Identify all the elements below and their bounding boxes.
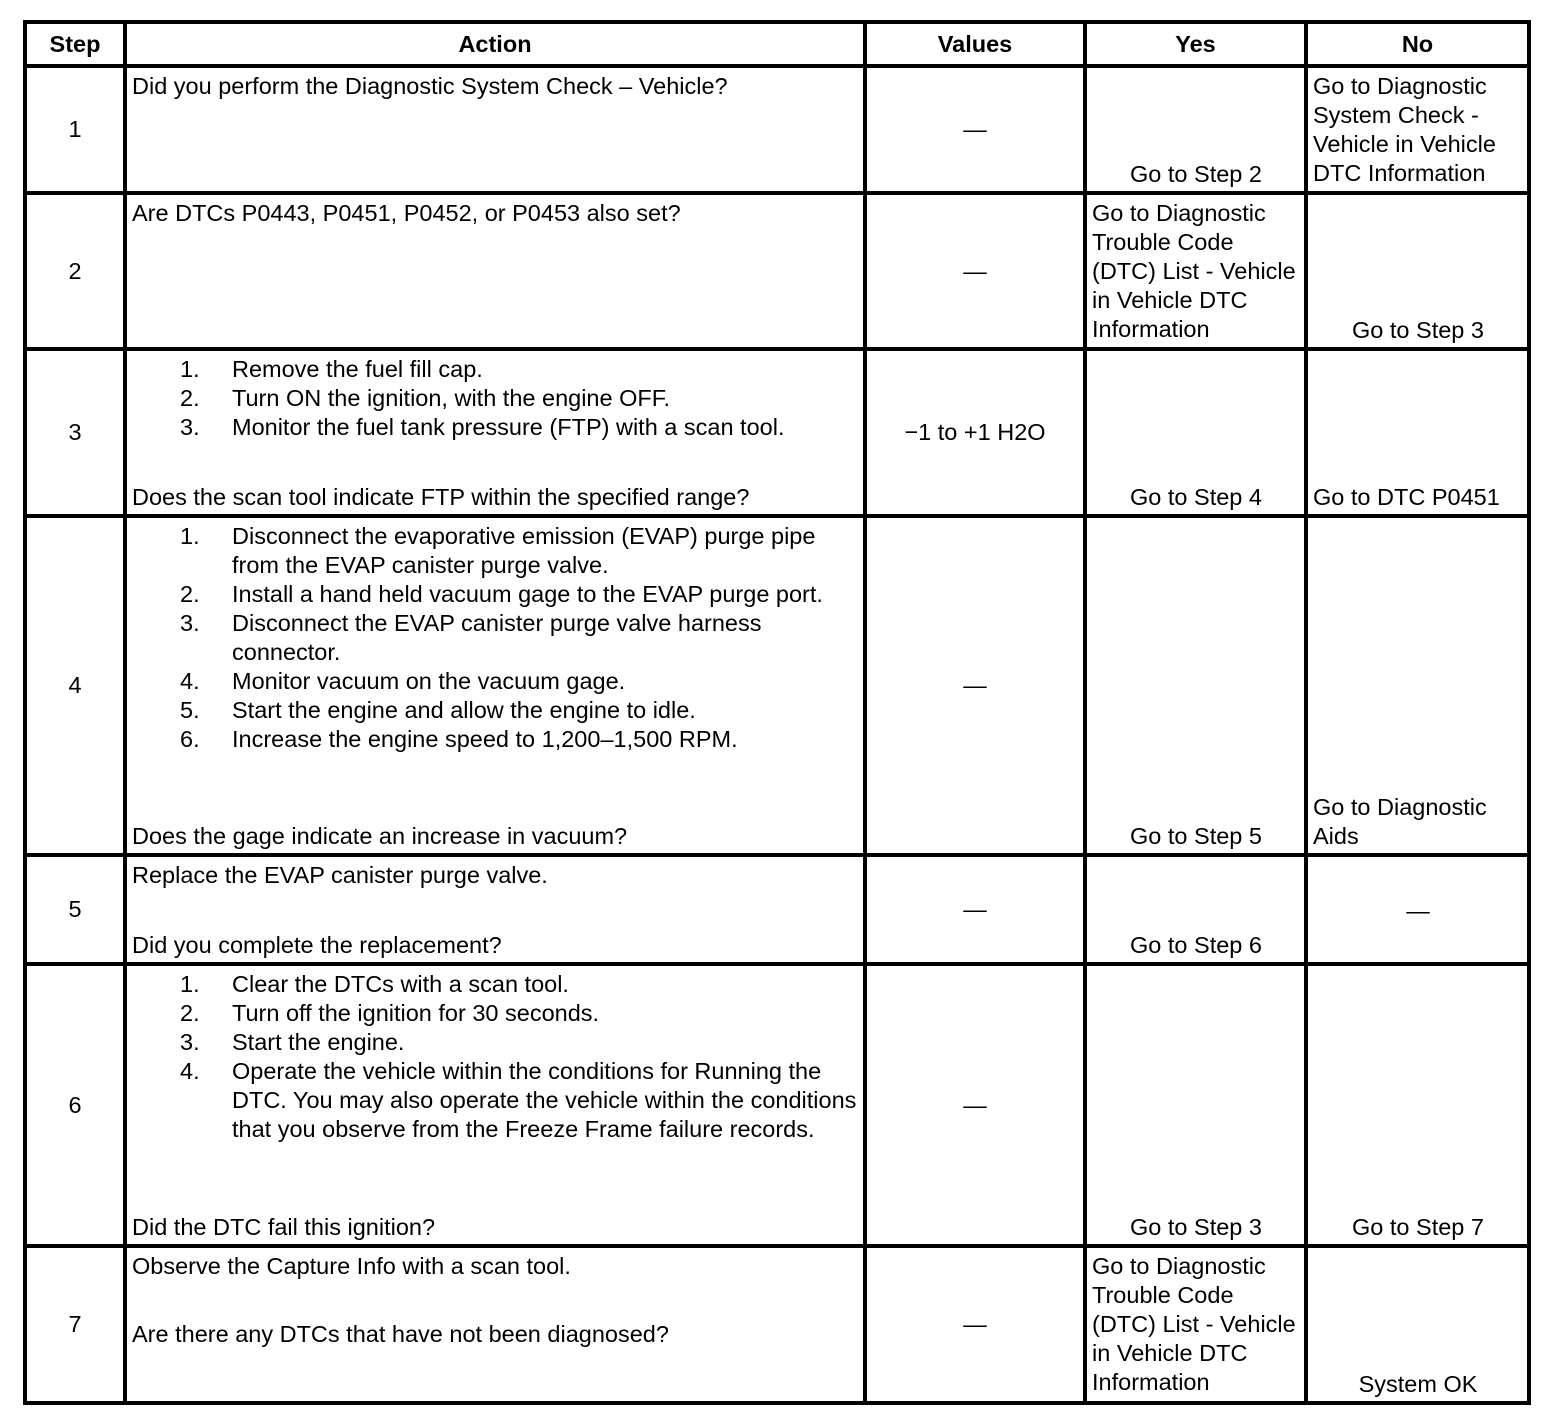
yes-link[interactable]: Go to Step 6: [1130, 932, 1262, 958]
action-question: Are there any DTCs that have not been diagnosed?: [132, 1321, 669, 1347]
no-link[interactable]: Go to Diagnostic System Check - Vehicle in Vehicle DTC Information: [1313, 73, 1496, 186]
no-value: System OK: [1358, 1371, 1478, 1397]
yes-link[interactable]: Go to Diagnostic Trouble Code (DTC) List - Vehicle in Vehicle DTC Information: [1092, 1253, 1296, 1395]
action-cell: [125, 193, 865, 349]
no-cell: [1306, 855, 1529, 964]
action-cell: [125, 1246, 865, 1403]
no-link[interactable]: Go to DTC P0451: [1313, 484, 1500, 510]
action-text: Observe the Capture Info with a scan tool.: [132, 1253, 571, 1279]
no-value: —: [1406, 897, 1430, 923]
action-cell: [125, 66, 865, 193]
step-number: 2: [25, 193, 125, 349]
step-number: 3: [25, 349, 125, 516]
yes-cell: [1085, 964, 1306, 1246]
no-cell: [1306, 193, 1529, 349]
header-action: Action: [125, 22, 865, 66]
list-item: 3. Disconnect the EVAP canister purge valve harness connector.: [180, 610, 762, 665]
table-row: [25, 193, 1529, 349]
yes-link[interactable]: Go to Step 2: [1130, 161, 1262, 187]
header-step: Step: [25, 22, 125, 66]
value-cell: —: [865, 1246, 1085, 1403]
no-link[interactable]: Go to Step 3: [1352, 317, 1484, 343]
action-cell: [125, 855, 865, 964]
table-row: [25, 1246, 1529, 1403]
action-text: Replace the EVAP canister purge valve.: [132, 862, 548, 888]
list-item: 4. Monitor vacuum on the vacuum gage.: [180, 668, 626, 694]
list-item: 6. Increase the engine speed to 1,200–1,500 RPM.: [180, 726, 738, 752]
table-row: [25, 349, 1529, 516]
action-cell: [125, 964, 865, 1246]
step-number: 6: [25, 964, 125, 1246]
list-item: 5. Start the engine and allow the engine to idle.: [180, 697, 696, 723]
action-text: Are DTCs P0443, P0451, P0452, or P0453 also set?: [132, 200, 681, 226]
action-question: Does the scan tool indicate FTP within the specified range?: [132, 484, 750, 510]
table-row: [25, 964, 1529, 1246]
action-question: Did the DTC fail this ignition?: [132, 1214, 436, 1240]
step-number: 4: [25, 516, 125, 855]
value-cell: —: [865, 516, 1085, 855]
value-cell: —: [865, 193, 1085, 349]
value-cell: −1 to +1 H2O: [865, 349, 1085, 516]
no-cell: [1306, 349, 1529, 516]
no-link[interactable]: Go to Diagnostic Aids: [1313, 794, 1487, 849]
yes-link[interactable]: Go to Diagnostic Trouble Code (DTC) List - Vehicle in Vehicle DTC Information: [1092, 200, 1296, 342]
no-cell: [1306, 964, 1529, 1246]
table-row: [25, 516, 1529, 855]
value-cell: —: [865, 964, 1085, 1246]
value-cell: —: [865, 855, 1085, 964]
yes-cell: [1085, 66, 1306, 193]
yes-cell: [1085, 1246, 1306, 1403]
action-steps-list: [132, 522, 859, 754]
yes-cell: [1085, 855, 1306, 964]
step-number: 5: [25, 855, 125, 964]
header-no: No: [1306, 22, 1529, 66]
action-question: Did you complete the replacement?: [132, 932, 502, 958]
no-cell: [1306, 66, 1529, 193]
yes-link[interactable]: Go to Step 3: [1130, 1214, 1262, 1240]
header-values: Values: [865, 22, 1085, 66]
list-item: 3. Start the engine.: [180, 1029, 405, 1055]
list-item: 1. Disconnect the evaporative emission (EVAP) purge pipe from the EVAP canister purge valve.: [180, 523, 816, 578]
no-link[interactable]: Go to Step 7: [1352, 1214, 1484, 1240]
no-cell: [1306, 516, 1529, 855]
step-number: 7: [25, 1246, 125, 1403]
step-number: 1: [25, 66, 125, 193]
list-item: 1. Clear the DTCs with a scan tool.: [180, 971, 569, 997]
list-item: 2. Turn off the ignition for 30 seconds.: [180, 1000, 600, 1026]
action-question: Does the gage indicate an increase in vacuum?: [132, 823, 628, 849]
action-steps-list: [132, 355, 784, 442]
yes-link[interactable]: Go to Step 5: [1130, 823, 1262, 849]
yes-cell: [1085, 349, 1306, 516]
yes-cell: [1085, 516, 1306, 855]
action-cell: [125, 516, 865, 855]
action-text: Did you perform the Diagnostic System Check – Vehicle?: [132, 73, 728, 99]
header-row: [25, 22, 1529, 66]
yes-cell: [1085, 193, 1306, 349]
action-steps-list: [132, 970, 859, 1144]
list-item: 3. Monitor the fuel tank pressure (FTP) with a scan tool.: [180, 414, 785, 440]
table-row: [25, 66, 1529, 193]
list-item: 2. Turn ON the ignition, with the engine OFF.: [180, 385, 671, 411]
no-cell: [1306, 1246, 1529, 1403]
list-item: 1. Remove the fuel fill cap.: [180, 356, 483, 382]
value-cell: —: [865, 66, 1085, 193]
header-yes: Yes: [1085, 22, 1306, 66]
diagnostic-table: [23, 20, 1531, 1405]
table-row: [25, 855, 1529, 964]
action-cell: [125, 349, 865, 516]
list-item: 2. Install a hand held vacuum gage to the EVAP purge port.: [180, 581, 823, 607]
yes-link[interactable]: Go to Step 4: [1130, 484, 1262, 510]
list-item: 4. Operate the vehicle within the conditions for Running the DTC. You may also operate the vehicle within the conditions that you observe from the Freeze Frame failure records.: [180, 1058, 857, 1142]
